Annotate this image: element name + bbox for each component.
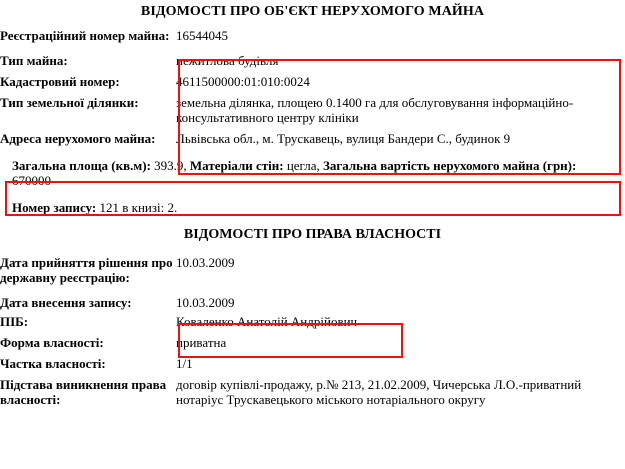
area-value: 393.9, <box>154 158 187 173</box>
property-fields-table <box>0 28 625 146</box>
field-value-ownership-basis: договір купівлі-продажу, р.№ 213, 21.02.2009, Чичерська Л.О.-приватний нотаріус Трускавецького міського нотаріального округу <box>176 377 582 407</box>
table-row <box>0 356 625 371</box>
field-value-record-date: 10.03.2009 <box>176 295 235 310</box>
spacer <box>0 146 625 158</box>
field-label-address: Адреса нерухомого майна: <box>0 131 156 146</box>
field-label-registration-number: Реєстраційний номер майна: <box>0 28 170 43</box>
field-value-address: Львівська обл., м. Трускавець, вулиця Бандери С., будинок 9 <box>176 131 511 146</box>
field-label-decision-date: Дата прийняття рішення про державну реєстрацію: <box>0 255 173 285</box>
field-label-owner-name: ПІБ: <box>0 314 29 329</box>
table-row <box>0 95 625 125</box>
table-row <box>0 255 625 285</box>
ownership-fields-table <box>0 255 625 407</box>
field-value-property-type: нежитлова будівля <box>176 53 279 68</box>
spacer <box>0 243 625 255</box>
ownership-section-title: ВІДОМОСТІ ПРО ПРАВА ВЛАСНОСТІ <box>183 227 442 242</box>
field-value-owner-name: Коваленко Анатолій Андрійович <box>176 314 358 329</box>
walls-label: Матеріали стін: <box>189 158 284 173</box>
walls-value: цегла, <box>286 158 320 173</box>
table-row <box>0 314 625 329</box>
field-label-cadastral-number: Кадастровий номер: <box>0 74 120 89</box>
field-value-land-type: земельна ділянка, площею 0.1400 га для обслуговування інформаційно-консультативного центру клініки <box>176 95 574 125</box>
table-row <box>0 131 625 146</box>
table-row <box>0 377 625 407</box>
field-label-ownership-form: Форма власності: <box>0 335 104 350</box>
field-value-cadastral-number: 4611500000:01:010:0024 <box>176 74 310 89</box>
table-row-spacer <box>0 43 625 53</box>
page-title: ВІДОМОСТІ ПРО ОБ'ЄКТ НЕРУХОМОГО МАЙНА <box>140 4 485 19</box>
field-label-record-date: Дата внесення запису: <box>0 295 132 310</box>
record-number-line <box>0 200 625 215</box>
property-summary-line <box>0 158 625 188</box>
table-row <box>0 74 625 89</box>
field-value-registration-number: 16544045 <box>176 28 228 43</box>
record-label: Номер запису: <box>12 200 97 215</box>
cost-value: 670000 <box>12 173 51 188</box>
field-value-ownership-form: приватна <box>176 335 227 350</box>
record-value: 121 в книзі: 2. <box>99 200 178 215</box>
field-label-ownership-basis: Підстава виникнення права власності: <box>0 377 167 407</box>
table-row <box>0 28 625 43</box>
field-value-decision-date: 10.03.2009 <box>176 255 235 270</box>
field-label-ownership-share: Частка власності: <box>0 356 106 371</box>
table-row-spacer <box>0 285 625 295</box>
field-label-property-type: Тип майна: <box>0 53 68 68</box>
spacer <box>0 20 625 28</box>
table-row <box>0 335 625 350</box>
spacer <box>0 188 625 200</box>
field-value-ownership-share: 1/1 <box>176 356 193 371</box>
table-row <box>0 295 625 310</box>
spacer <box>0 215 625 227</box>
cost-label: Загальна вартість нерухомого майна (грн): <box>322 158 577 173</box>
field-label-land-type: Тип земельної ділянки: <box>0 95 139 110</box>
area-label: Загальна площа (кв.м): <box>12 158 151 173</box>
table-row <box>0 53 625 68</box>
